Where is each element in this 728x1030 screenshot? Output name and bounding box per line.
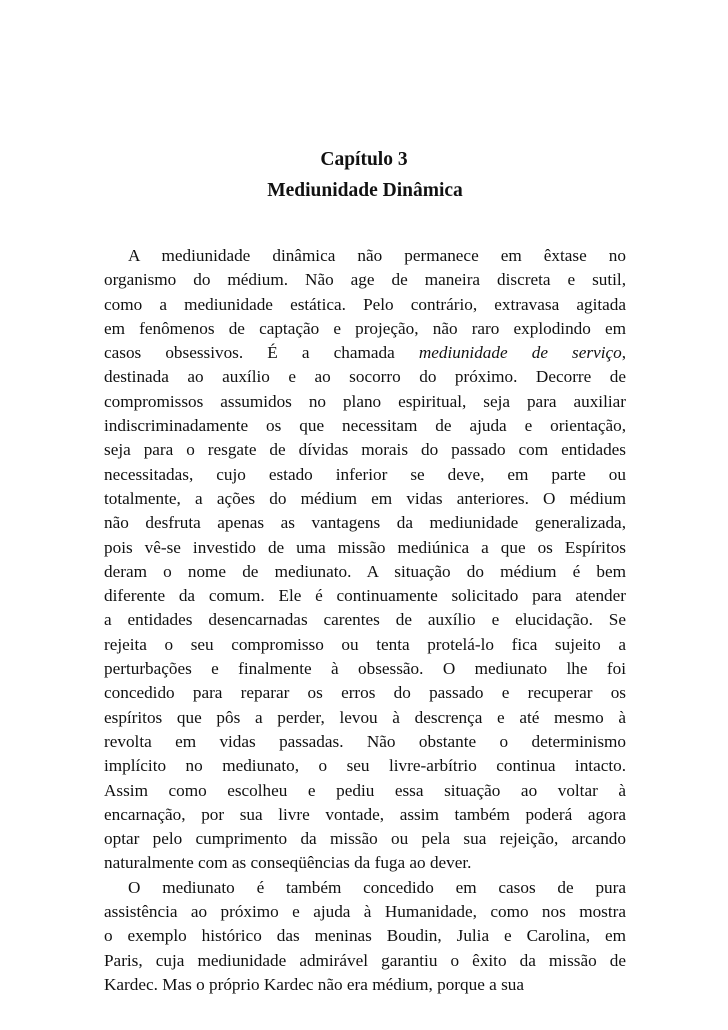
text-line: Assim como escolheu e pediu essa situação ao voltar à xyxy=(104,780,626,800)
text-line: organismo do médium. Não age de maneira discreta e sutil, xyxy=(104,270,626,290)
text-line: implícito no mediunato, o seu livre-arbítrio continua intacto. xyxy=(104,756,626,776)
text-line: totalmente, a ações do médium em vidas anteriores. O médium xyxy=(104,488,626,508)
text-line: necessitadas, cujo estado inferior se deve, em parte ou xyxy=(104,464,626,484)
text-line: rejeita o seu compromisso ou tenta protelá-lo fica sujeito a xyxy=(104,634,626,654)
chapter-body xyxy=(104,244,626,997)
chapter-title: Mediunidade Dinâmica xyxy=(267,180,463,201)
text-line: Kardec. Mas o próprio Kardec não era médium, porque a sua xyxy=(104,974,524,994)
text-line: revolta em vidas passadas. Não obstante o determinismo xyxy=(104,731,626,751)
text-line: optar pelo cumprimento da missão ou pela sua rejeição, arcando xyxy=(104,829,626,849)
text-line: pois vê-se investido de uma missão mediúnica a que os Espíritos xyxy=(104,537,626,557)
text-line: O mediunato é também concedido em casos de pura xyxy=(128,877,626,897)
text-line: não desfruta apenas as vantagens da mediunidade generalizada, xyxy=(104,513,626,533)
paragraph xyxy=(104,244,626,876)
text-line: compromissos assumidos no plano espiritual, seja para auxiliar xyxy=(104,391,626,411)
paragraph xyxy=(104,876,626,997)
text-line: perturbações e finalmente à obsessão. O mediunato lhe foi xyxy=(104,659,626,679)
text-line: naturalmente com as conseqüências da fuga ao dever. xyxy=(104,853,472,873)
text-line: indiscriminadamente os que necessitam de ajuda e orientação, xyxy=(104,416,626,436)
chapter-number: Capítulo 3 xyxy=(320,149,408,170)
text-line: concedido para reparar os erros do passado e recuperar os xyxy=(104,683,626,703)
text-line: deram o nome de mediunato. A situação do médium é bem xyxy=(104,561,626,581)
text-line: seja para o resgate de dívidas morais do passado com entidades xyxy=(104,440,626,460)
text-line: como a mediunidade estática. Pelo contrário, extravasa agitada xyxy=(104,294,626,314)
text-line: casos obsessivos. É a chamada mediunidade de serviço, xyxy=(104,343,626,363)
text-line: Paris, cuja mediunidade admirável garantiu o êxito da missão de xyxy=(104,950,626,970)
text-line: a entidades desencarnadas carentes de auxílio e elucidação. Se xyxy=(104,610,626,630)
text-line: A mediunidade dinâmica não permanece em êxtase no xyxy=(128,246,626,265)
text-line: encarnação, por sua livre vontade, assim também poderá agora xyxy=(104,804,626,824)
text-line: em fenômenos de captação e projeção, não raro explodindo em xyxy=(104,318,626,338)
text-line: o exemplo histórico das meninas Boudin, Julia e Carolina, em xyxy=(104,926,626,946)
text-line: espíritos que pôs a perder, levou à descrença e até mesmo à xyxy=(104,707,626,727)
chapter-heading xyxy=(104,146,626,205)
text-line: diferente da comum. Ele é continuamente solicitado para atender xyxy=(104,586,626,606)
italic-term: mediunidade de serviço xyxy=(418,343,622,363)
text-line: destinada ao auxílio e ao socorro do próximo. Decorre de xyxy=(104,367,626,387)
text-line: assistência ao próximo e ajuda à Humanidade, como nos mostra xyxy=(104,902,626,922)
